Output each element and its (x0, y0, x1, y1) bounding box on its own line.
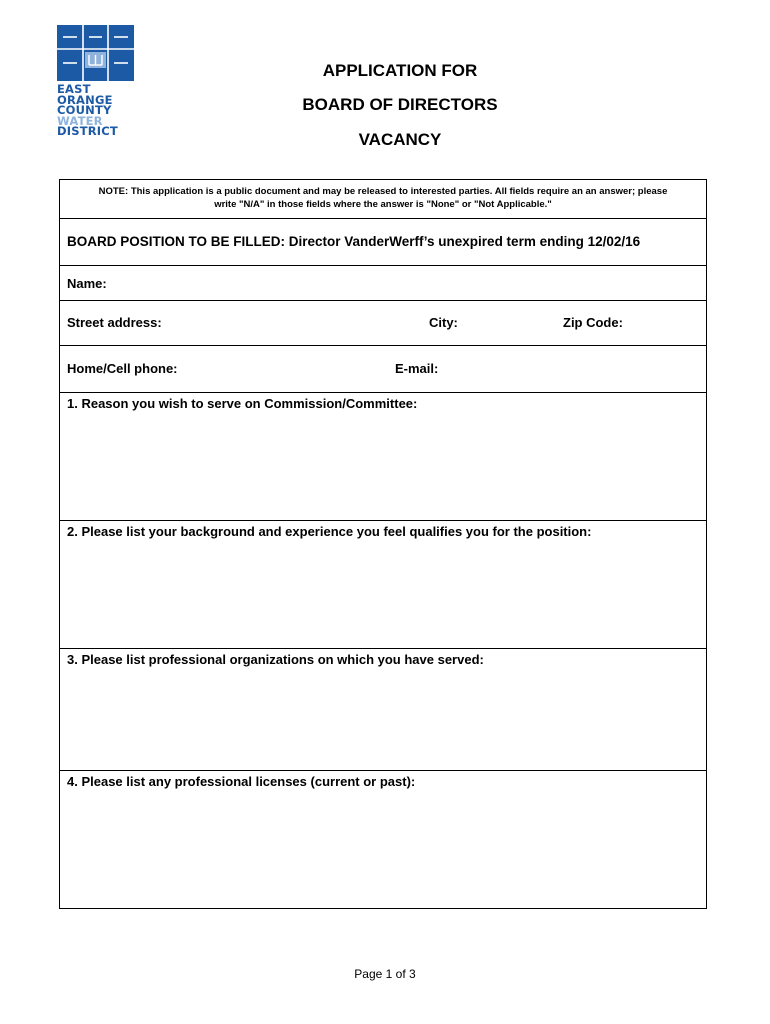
district-logo (57, 25, 137, 137)
title-line-2: BOARD OF DIRECTORS (302, 95, 498, 114)
question-1-row[interactable] (60, 393, 706, 521)
district-logo-mark (57, 25, 134, 81)
note-line-2: write "N/A" in those fields where the answer is "None" or "Not Applicable." (214, 199, 552, 210)
question-3-label: 3. Please list professional organizations on which you have served: (67, 652, 484, 667)
logo-line-east: EAST (57, 82, 91, 96)
question-2-row[interactable] (60, 521, 706, 649)
logo-line-district: DISTRICT (57, 124, 118, 138)
district-logo-text (57, 84, 137, 137)
home-cell-phone-label: Home/Cell phone: (67, 361, 178, 376)
title-line-3: VACANCY (358, 130, 442, 149)
title-line-1: APPLICATION FOR (322, 61, 478, 80)
application-form (59, 179, 707, 909)
logo-line-county: COUNTY (57, 103, 112, 117)
address-row[interactable] (60, 301, 706, 346)
question-1-label: 1. Reason you wish to serve on Commission/Committee: (67, 396, 418, 411)
street-address-label: Street address: (67, 315, 162, 330)
position-row (60, 219, 706, 266)
note-row (60, 180, 706, 219)
logo-line-water: WATER (57, 113, 103, 128)
public-document-note (70, 185, 696, 211)
question-4-row[interactable] (60, 771, 706, 909)
question-4-label: 4. Please list any professional licenses (current or past): (67, 774, 416, 789)
logo-line-orange: ORANGE (57, 92, 113, 107)
email-label: E-mail: (395, 361, 439, 376)
contact-row[interactable] (60, 346, 706, 393)
name-label: Name: (67, 276, 107, 291)
name-row[interactable] (60, 266, 706, 301)
note-line-1: NOTE: This application is a public document and may be released to interested parties. All fields require an an answer; please (98, 186, 668, 197)
zip-code-label: Zip Code: (563, 315, 623, 330)
question-2-label: 2. Please list your background and experience you feel qualifies you for the position: (67, 524, 592, 539)
page-number: Page 1 of 3 (354, 967, 416, 981)
city-label: City: (429, 315, 458, 330)
position-to-be-filled: BOARD POSITION TO BE FILLED: Director VanderWerff’s unexpired term ending 12/02/16 (67, 234, 641, 249)
question-3-row[interactable] (60, 649, 706, 771)
